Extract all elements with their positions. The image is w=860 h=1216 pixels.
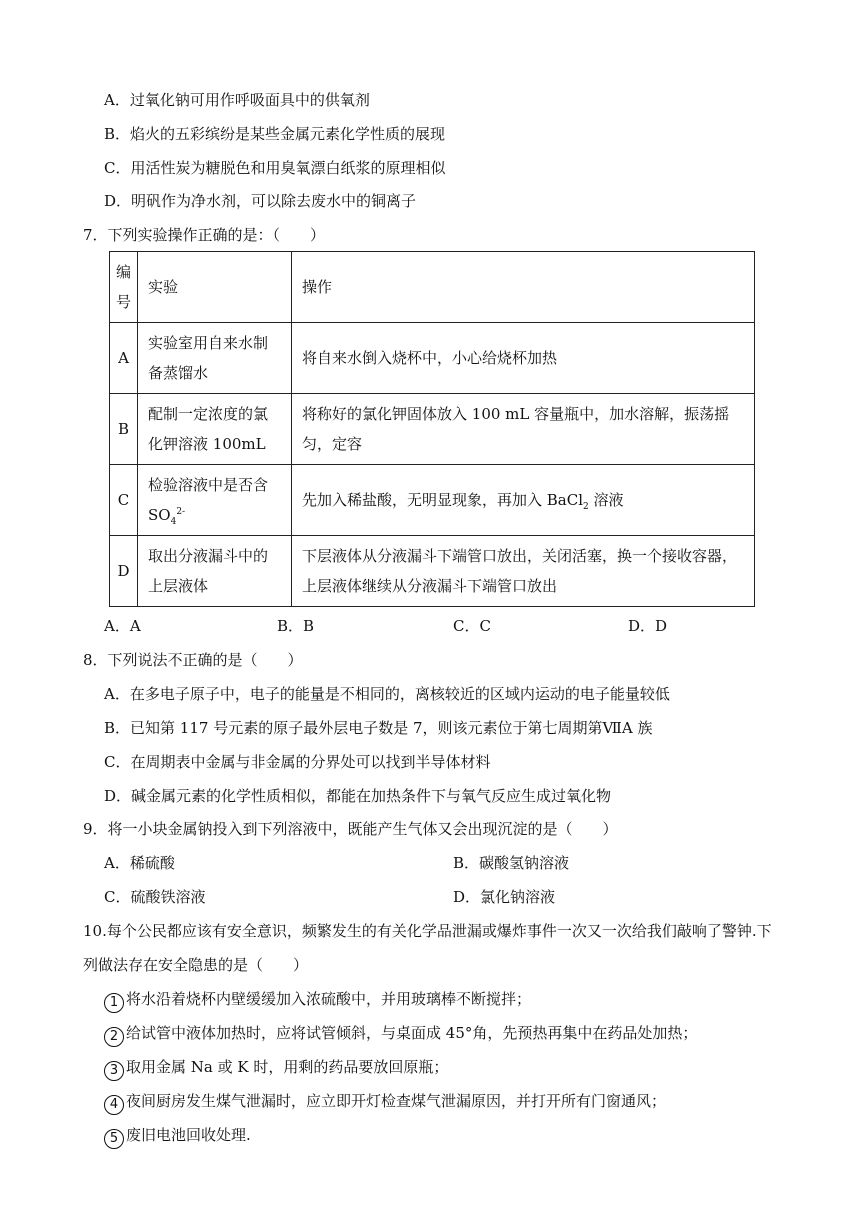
q6-option-b: B．焰火的五彩缤纷是某些金属元素化学性质的展现 — [104, 125, 446, 143]
circled-number-3: 3 — [104, 1061, 124, 1081]
q8-option-a: A．在多电子原子中，电子的能量是不相同的，离核较近的区域内运动的电子能量较低 — [104, 685, 670, 703]
q8-option-c: C．在周期表中金属与非金属的分界处可以找到半导体材料 — [104, 753, 491, 771]
row-experiment — [138, 465, 292, 536]
formula-subscript: 2 — [583, 502, 589, 512]
q9-stem: 9．将一小块金属钠投入到下列溶液中，既能产生气体又会出现沉淀的是（ ） — [83, 820, 618, 838]
formula-charge: 2- — [176, 507, 186, 517]
q9-option-a: A．稀硫酸 — [104, 854, 175, 872]
q10-item-4 — [104, 1091, 666, 1115]
row-operation: 下层液体从分液漏斗下端管口放出，关闭活塞，换一个接收容器，上层液体继续从分液漏斗下端管口放出 — [292, 536, 755, 607]
circled-number-2: 2 — [104, 1027, 124, 1047]
row-label: A — [110, 323, 138, 394]
header-experiment: 实验 — [138, 252, 292, 323]
operation-text-end: 溶液 — [588, 491, 624, 509]
circled-number-5: 5 — [104, 1129, 124, 1149]
q9-option-b: B．碳酸氢钠溶液 — [453, 854, 570, 872]
q10-stem-line1: 10.每个公民都应该有安全意识，频繁发生的有关化学品泄漏或爆炸事件一次又一次给我们敲响了警钟.下 — [83, 922, 772, 940]
q10-item-text: 将水沿着烧杯内壁缓缓加入浓硫酸中，并用玻璃棒不断搅拌； — [126, 990, 532, 1008]
table-row — [110, 323, 755, 394]
formula-subscript: 4 — [170, 517, 177, 527]
q10-item-3 — [104, 1057, 448, 1081]
row-operation — [292, 465, 755, 536]
q10-item-text: 夜间厨房发生煤气泄漏时，应立即开灯检查煤气泄漏原因，并打开所有门窗通风； — [126, 1092, 667, 1110]
table-row — [110, 536, 755, 607]
row-operation: 将自来水倒入烧杯中，小心给烧杯加热 — [292, 323, 755, 394]
q6-option-c: C．用活性炭为糖脱色和用臭氧漂白纸浆的原理相似 — [104, 159, 446, 177]
table-header-row — [110, 252, 755, 323]
experiment-text: 检验溶液中是否含 SO — [148, 476, 269, 524]
experiment-table — [109, 251, 755, 607]
row-experiment: 取出分液漏斗中的上层液体 — [138, 536, 292, 607]
q6-option-d: D．明矾作为净水剂，可以除去废水中的铜离子 — [104, 192, 417, 210]
circled-number-1: 1 — [104, 993, 124, 1013]
q10-item-text: 废旧电池回收处理. — [126, 1126, 251, 1144]
row-experiment: 配制一定浓度的氯化钾溶液 100mL — [138, 394, 292, 465]
q8-option-b: B．已知第 117 号元素的原子最外层电子数是 7，则该元素位于第七周期第ⅦA 族 — [104, 719, 653, 737]
row-experiment: 实验室用自来水制备蒸馏水 — [138, 323, 292, 394]
header-number: 编号 — [110, 252, 138, 323]
circled-number-4: 4 — [104, 1095, 124, 1115]
q8-stem: 8．下列说法不正确的是（ ） — [83, 651, 303, 669]
q7-stem: 7．下列实验操作正确的是：（ ） — [83, 226, 326, 244]
row-operation: 将称好的氯化钾固体放入 100 mL 容量瓶中，加水溶解，振荡摇匀，定容 — [292, 394, 755, 465]
q7-option-c: C．C — [453, 617, 491, 635]
table-row — [110, 465, 755, 536]
q9-option-d: D．氯化钠溶液 — [453, 888, 556, 906]
q10-stem-line2: 列做法存在安全隐患的是（ ） — [83, 956, 309, 974]
q10-item-2 — [104, 1023, 697, 1047]
row-label: C — [110, 465, 138, 536]
q7-option-a: A．A — [104, 617, 141, 635]
q8-option-d: D．碱金属元素的化学性质相似，都能在加热条件下与氧气反应生成过氧化物 — [104, 787, 612, 805]
header-operation: 操作 — [292, 252, 755, 323]
q10-item-5 — [104, 1125, 251, 1149]
table-row — [110, 394, 755, 465]
q10-item-text: 给试管中液体加热时，应将试管倾斜，与桌面成 45°角，先预热再集中在药品处加热； — [126, 1024, 698, 1042]
row-label: D — [110, 536, 138, 607]
q10-item-text: 取用金属 Na 或 K 时，用剩的药品要放回原瓶； — [126, 1058, 449, 1076]
q7-option-d: D．D — [628, 617, 668, 635]
q10-item-1 — [104, 989, 531, 1013]
row-label: B — [110, 394, 138, 465]
q7-option-b: B．B — [277, 617, 315, 635]
operation-text: 先加入稀盐酸，无明显现象，再加入 BaCl — [302, 491, 584, 509]
q9-option-c: C．硫酸铁溶液 — [104, 888, 206, 906]
q6-option-a: A．过氧化钠可用作呼吸面具中的供氧剂 — [104, 91, 370, 109]
